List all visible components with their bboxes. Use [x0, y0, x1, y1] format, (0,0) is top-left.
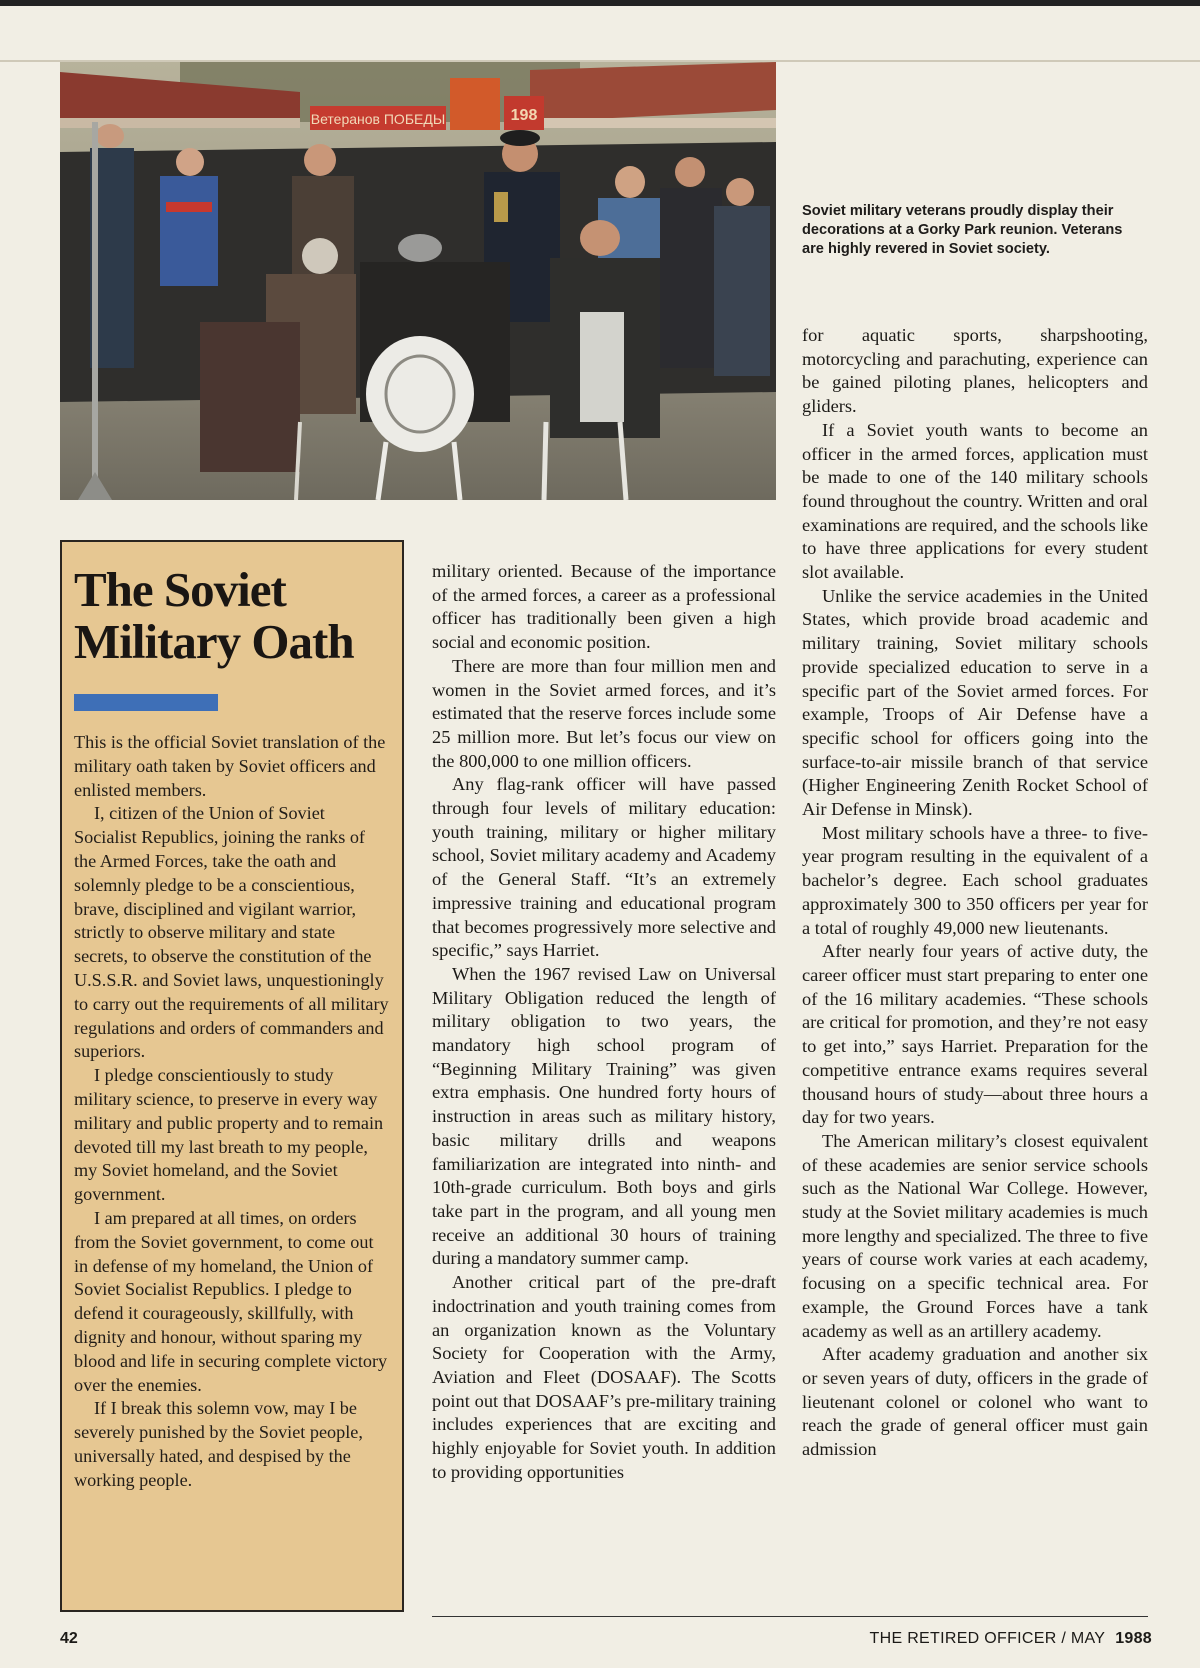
title-accent-bar — [74, 694, 218, 711]
sign-text: Ветеранов ПОБЕДЫ — [310, 111, 446, 127]
sidebar-paragraph: I pledge conscientiously to study military science, to preserve in every way military and public property and to remain devoted till my last breath to my people, my Soviet homeland, and the Soviet government. — [74, 1065, 384, 1205]
sidebar-title-line2: Military Oath — [74, 614, 354, 669]
publication-name: THE RETIRED OFFICER / MAY — [869, 1630, 1106, 1647]
article-paragraph: Unlike the service academies in the United States, which provide broad academic and military training, Soviet military schools provide specialized education to serve in a specific part of the Soviet armed forces. For example, Troops of Air Defense have a specific school for officers going into the surface-to-air missile branch of that service (Higher Engineering Zenith Rocket School of Air Defense in Minsk). — [802, 585, 1148, 820]
veterans-photo — [60, 62, 776, 500]
footer-rule — [432, 1616, 1148, 1617]
top-edge — [0, 0, 1200, 6]
page-number: 42 — [60, 1630, 78, 1647]
sidebar-title — [74, 564, 390, 668]
article-paragraph: If a Soviet youth wants to become an officer in the armed forces, application must be made to one of the 140 military schools found throughout the country. Written and oral examinations are required, and the schools like to have three applications for every student slot available. — [802, 419, 1148, 583]
running-footer — [870, 1630, 1152, 1648]
article-paragraph: After nearly four years of active duty, the career officer must start preparing to enter one of the 16 military academies. “These schools are critical for promotion, and they’re not easy to get into,” says Harriet. Preparation for the competitive entrance exams requires several thousand hours of study—about three hours a day for two years. — [802, 941, 1148, 1128]
sidebar-title-line1: The Soviet — [74, 562, 286, 617]
photo-caption: Soviet military veterans proudly display their decorations at a Gorky Park reunion. Veterans are highly revered in Soviet society. — [802, 203, 1123, 257]
sidebar-paragraph: I am prepared at all times, on orders from the Soviet government, to come out in defense of my homeland, the Union of Soviet Socialist Republics. I pledge to defend it courageously, skillfully, with dignity and honour, without sparing my blood and life in securing complete victory over the enemies. — [74, 1207, 388, 1395]
oath-sidebar — [60, 540, 404, 1612]
publication-year: 1988 — [1115, 1630, 1152, 1647]
article-paragraph: for aquatic sports, sharpshooting, motorcycling and parachuting, experience can be gained piloting planes, helicopters and gliders. — [802, 325, 1148, 417]
article-paragraph: military oriented. Because of the importance of the armed forces, a career as a professional officer has traditionally been given a high social and economic position. — [432, 561, 776, 653]
article-paragraph: After academy graduation and another six or seven years of duty, officers in the grade of lieutenant colonel or colonel who want to reach the grade of general officer must gain admission — [802, 1344, 1148, 1460]
article-paragraph: Most military schools have a three- to five-year program resulting in the equivalent of a bachelor’s degree. Each school graduates approximately 300 to 350 officers per year for a total of roughly 49,000 new lieutenants. — [802, 822, 1148, 938]
sidebar-intro: This is the official Soviet translation of the military oath taken by Soviet officers and enlisted members. — [74, 732, 386, 800]
article-paragraph: Any flag-rank officer will have passed through four levels of military education: youth training, military or higher military school, Soviet military academy and Academy of the General Staff. “It’s an extremely impressive training and educational program that becomes progressively more selective and specific,” says Harriet. — [432, 774, 776, 961]
sidebar-paragraph: I, citizen of the Union of Soviet Socialist Republics, joining the ranks of the Armed Forces, take the oath and solemnly pledge to be a conscientious, brave, disciplined and vigilant warrior, strictly to observe military and state secrets, to observe the constitution of the U.S.S.R. and Soviet laws, unquestioningly to carry out the requirements of all military regulations and orders of commanders and superiors. — [74, 803, 389, 1062]
article-column-2 — [432, 560, 776, 1484]
article-paragraph: Another critical part of the pre-draft indoctrination and youth training comes from an organization known as the Voluntary Society for Cooperation with the Army, Aviation and Fleet (DOSAAF). The Scotts point out that DOSAAF’s pre-military training includes experiences that are exciting and highly enjoyable for Soviet youth. In addition to providing opportunities — [432, 1272, 776, 1482]
article-paragraph: There are more than four million men and women in the Soviet armed forces, and it’s estimated that the reserve forces include some 25 million more. But let’s focus our view on the 800,000 to one million officers. — [432, 655, 776, 771]
sign-year: 198 — [510, 107, 538, 124]
article-paragraph: When the 1967 revised Law on Universal Military Obligation reduced the length of military obligation to two years, the mandatory high school program of “Beginning Military Training” was given extra emphasis. One hundred forty hours of instruction in areas such as military history, basic military drills and weapons familiarization are integrated into ninth- and 10th-grade curriculum. Both boys and girls take part in the program, and all young men receive an additional 30 hours of training during a mandatory summer camp. — [432, 963, 776, 1269]
article-column-3 — [802, 324, 1148, 1462]
sidebar-paragraph: If I break this solemn vow, may I be severely punished by the Soviet people, universally hated, and despised by the working people. — [74, 1398, 363, 1490]
article-paragraph: The American military’s closest equivalent of these academies are senior service schools such as the National War College. However, study at the Soviet military academies is much more lengthy and specialized. The three to five years of course work varies at each academy, focusing on a specific technical area. For example, the Ground Forces have a tank academy as well as an artillery academy. — [802, 1130, 1148, 1341]
